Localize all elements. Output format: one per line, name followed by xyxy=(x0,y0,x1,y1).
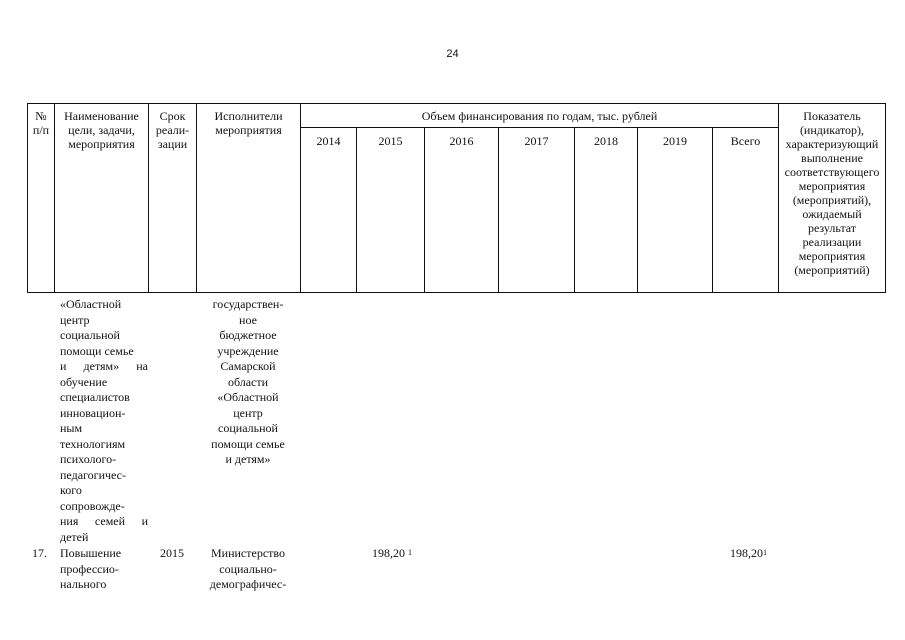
text-line: сопровожде- xyxy=(60,498,125,513)
text-line: технологиям xyxy=(60,436,126,451)
border-line xyxy=(574,127,575,293)
text-line: кого xyxy=(60,483,82,497)
row17-term: 2015 xyxy=(160,546,184,560)
row17-value-2015 xyxy=(372,546,432,563)
text-line: Самарской xyxy=(220,359,276,373)
border-line xyxy=(498,127,499,293)
header-indicator: Показатель (индикатор), характеризующий выполнение соответствующего мероприятия (мероприятий), ожидаемый результат реализации мероприятия (мероприятий) xyxy=(784,109,880,277)
border-line xyxy=(356,127,357,293)
text-line: учреждение xyxy=(217,343,279,358)
text-line: помощи семье xyxy=(211,436,285,451)
value-text: 198,20 xyxy=(730,546,763,560)
text-line: помощи семье xyxy=(60,343,134,358)
text-line: государствен- xyxy=(212,297,284,311)
text-line: социально- xyxy=(219,561,277,576)
row-number: 17. xyxy=(32,546,47,560)
page-number: 24 xyxy=(446,48,459,60)
continued-executor-cell xyxy=(198,297,298,468)
footnote-mark: 1 xyxy=(763,548,767,557)
border-line xyxy=(300,127,778,128)
text-line: «Областной xyxy=(217,390,279,404)
text-line: нального xyxy=(60,577,107,591)
header-year: 2015 xyxy=(378,134,403,148)
text-line: обучение xyxy=(60,374,108,389)
text-line: «Областной xyxy=(60,297,122,311)
footnote-mark: 1 xyxy=(408,548,412,557)
text-line: детей xyxy=(60,529,89,544)
header-year: 2017 xyxy=(524,134,549,148)
text-line: центр xyxy=(60,312,90,327)
header-name: Наименование цели, задачи, мероприятия xyxy=(64,109,139,151)
text-line: инновацион- xyxy=(60,405,126,420)
header-year: 2019 xyxy=(663,134,687,148)
border-line xyxy=(885,103,886,293)
text-line: и детям» на xyxy=(60,359,148,373)
text-line: центр xyxy=(233,405,263,420)
text-line: профессио- xyxy=(60,561,119,576)
text-line: ния семей и xyxy=(60,514,148,528)
text-line: Министерство xyxy=(211,546,285,560)
text-line: Повышение xyxy=(60,546,122,560)
text-line: и детям» xyxy=(225,452,271,466)
border-line xyxy=(712,127,713,293)
header-executors: Исполнители мероприятия xyxy=(214,109,283,137)
row17-executor-cell xyxy=(198,546,298,593)
text-line: ным xyxy=(60,421,83,435)
border-line xyxy=(300,103,301,293)
table-header xyxy=(27,103,886,293)
header-num: № п/п xyxy=(32,109,50,137)
text-line: социальной xyxy=(218,421,278,435)
text-line: бюджетное xyxy=(219,328,277,342)
header-year: 2018 xyxy=(594,134,618,148)
header-total: Всего xyxy=(730,134,761,148)
text-line: психолого- xyxy=(60,452,117,466)
border-line xyxy=(27,292,886,293)
border-line xyxy=(637,127,638,293)
text-line: демографичес- xyxy=(209,577,287,591)
header-year: 2016 xyxy=(449,134,474,148)
header-year: 2014 xyxy=(316,134,341,148)
value-text: 198,20 xyxy=(372,546,405,560)
text-line: ное xyxy=(239,312,257,327)
row17-total xyxy=(730,546,790,563)
text-line: педагогичес- xyxy=(60,467,126,482)
text-line: области xyxy=(227,374,269,389)
text-line: специалистов xyxy=(60,390,130,404)
header-term: Срок реали- зации xyxy=(155,109,190,151)
continued-name-cell xyxy=(60,297,148,545)
border-line xyxy=(27,103,886,104)
header-funding: Объем финансирования по годам, тыс. рублей xyxy=(421,109,658,123)
border-line xyxy=(424,127,425,293)
text-line: социальной xyxy=(60,328,120,342)
row17-name-cell xyxy=(60,546,148,593)
